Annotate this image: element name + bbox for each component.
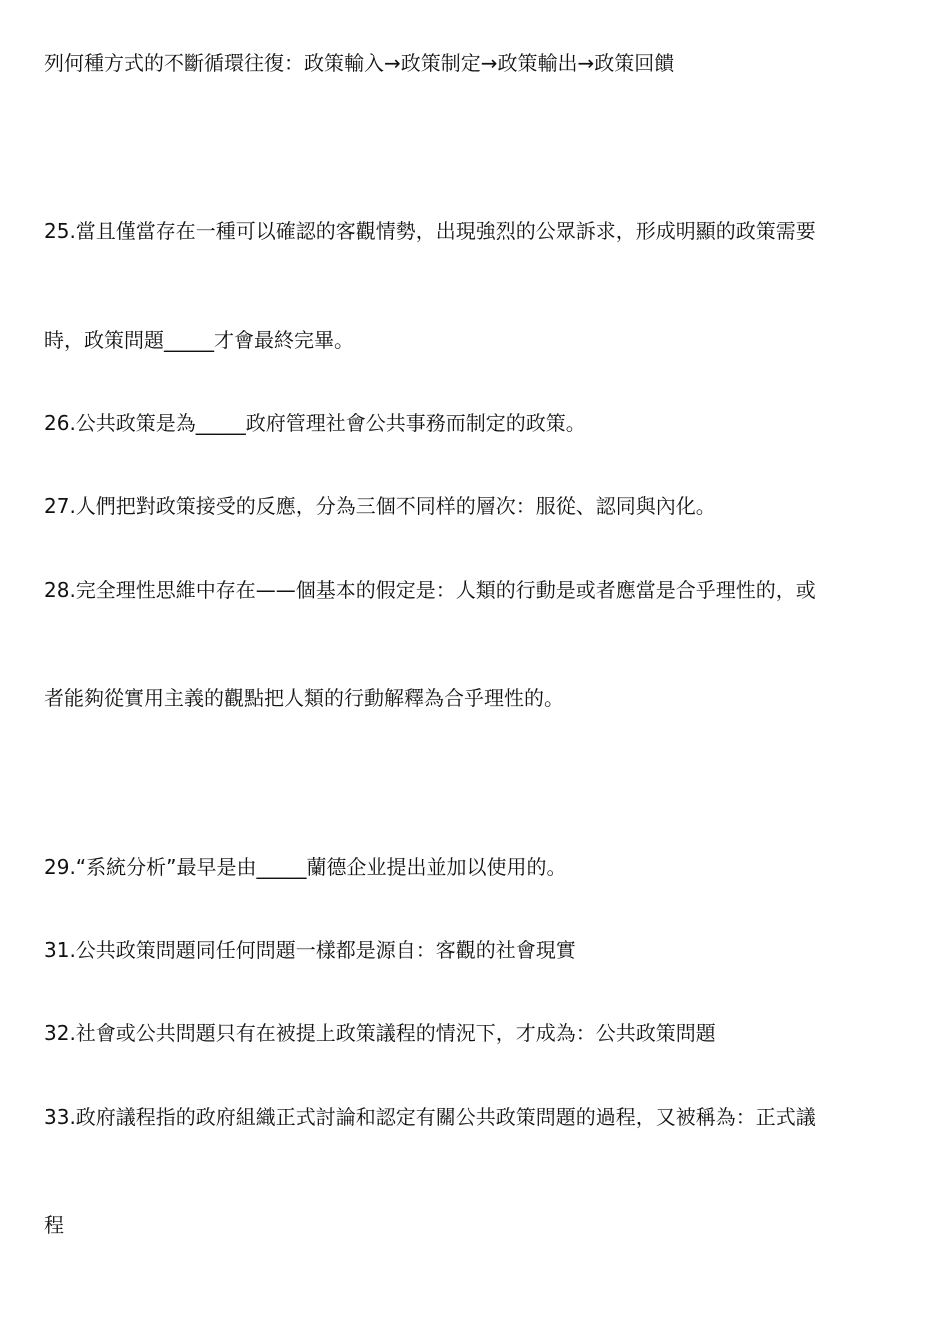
text-line-q33-part2: 程 (44, 1213, 64, 1237)
text-line-q27: 27.人們把對政策接受的反應，分為三個不同样的層次：服從、認同與內化。 (44, 494, 716, 518)
text-line-q31: 31.公共政策問題同任何問題一樣都是源自：客觀的社會現實 (44, 938, 576, 962)
text-line-q28-part2: 者能夠從實用主義的觀點把人類的行動解釋為合乎理性的。 (44, 686, 564, 710)
text-line-q32: 32.社會或公共問題只有在被提上政策議程的情況下，才成為：公共政策問題 (44, 1021, 716, 1045)
text-line-q25-part1: 25.當且僅當存在一種可以確認的客觀情勢，出現強烈的公眾訴求，形成明顯的政策需要 (44, 219, 816, 243)
text-line-q25-part2: 時，政策問題_____才會最終完畢。 (44, 328, 354, 352)
text-line-q28-part1: 28.完全理性思維中存在——個基本的假定是：人類的行動是或者應當是合乎理性的，或 (44, 578, 816, 602)
text-line-policy-cycle: 列何種方式的不斷循環往復：政策輸入→政策制定→政策輸出→政策回饋 (44, 51, 675, 75)
text-line-q33-part1: 33.政府議程指的政府組織正式討論和認定有關公共政策問題的過程，又被稱為：正式議 (44, 1105, 816, 1129)
text-line-q29: 29.“系統分析”最早是由_____蘭德企业提出並加以使用的。 (44, 855, 567, 879)
text-line-q26: 26.公共政策是為_____政府管理社會公共事務而制定的政策。 (44, 411, 586, 435)
